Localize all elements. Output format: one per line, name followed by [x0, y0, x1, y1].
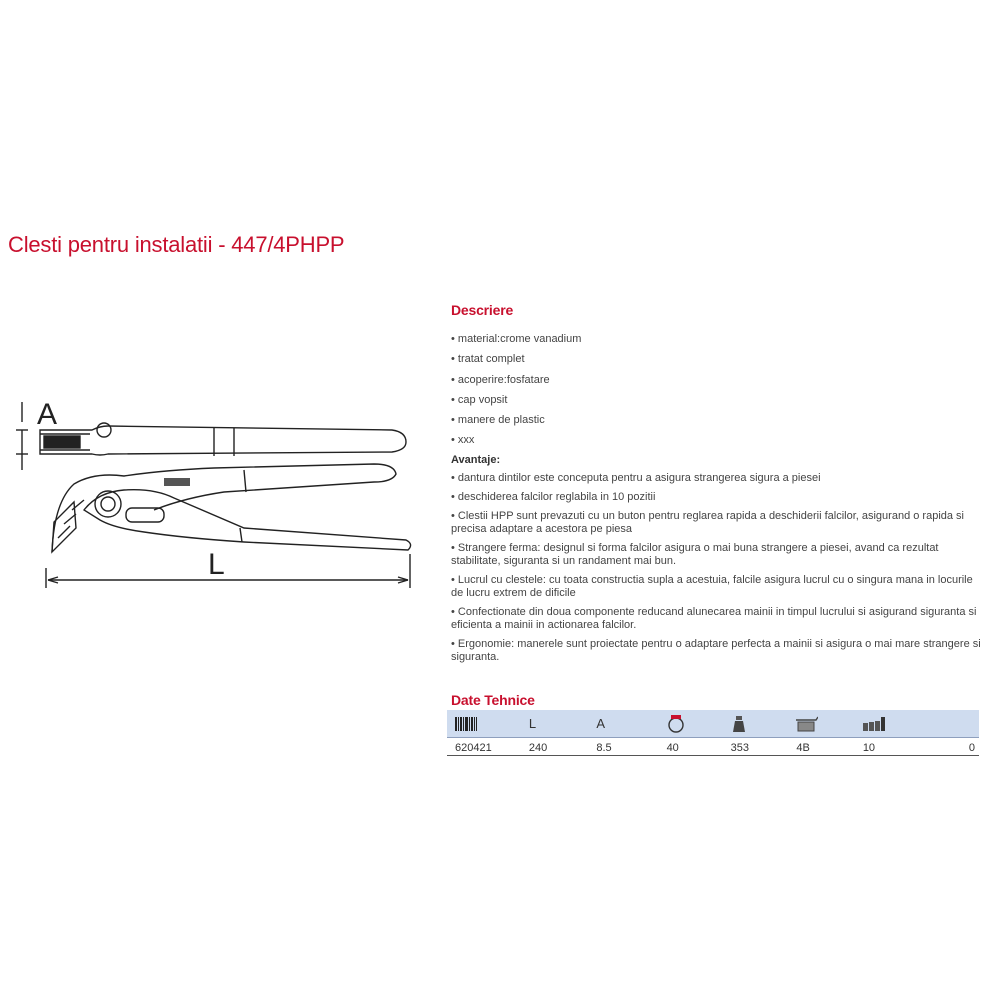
- list-item: • Lucrul cu clestele: cu toata constructia supla a acestuia, falcile asigura lucrul cu o singura mana in locurile de lucru extrem de dificile: [451, 574, 973, 599]
- table-cell: 353: [723, 738, 789, 756]
- technical-heading: Date Tehnice: [451, 692, 535, 708]
- list-item: • Clestii HPP sunt prevazuti cu un buton pentru reglarea rapida a deschiderii falcilor, asigurand o rapida si precisa adaptare a acestora pe piesa: [451, 510, 964, 535]
- quantity-column: [855, 710, 921, 738]
- technical-table: [447, 710, 979, 756]
- packaging-column: [788, 710, 854, 738]
- a-column: A: [588, 710, 658, 738]
- page-title: Clesti pentru instalatii - 447/4PHPP: [8, 232, 345, 257]
- dimension-a-label: A: [37, 398, 58, 431]
- list-item: • Confectionate din doua componente reducand alunecarea mainii in timpul lucrului si asigurand siguranta si eficienta a mainii in actionarea falcilor.: [451, 606, 977, 631]
- list-item: • Strangere ferma: designul si forma falcilor asigura o mai buna strangere a piesei, avand ca rezultat stabilitate, siguranta si un randament mai bun.: [451, 542, 939, 567]
- advantages-list: [451, 472, 981, 670]
- table-cell: 0: [921, 738, 979, 756]
- weight-icon: [731, 716, 747, 732]
- packaging-icon: [796, 716, 818, 732]
- table-cell: 40: [659, 738, 723, 756]
- description-heading: Descriere: [451, 302, 514, 318]
- description-list: [451, 333, 581, 455]
- list-item: • cap vopsit: [451, 393, 508, 406]
- table-row: [447, 738, 979, 756]
- empty-column: [921, 710, 979, 738]
- weight-column: [723, 710, 789, 738]
- table-cell: 240: [521, 738, 588, 756]
- table-cell: 4B: [788, 738, 854, 756]
- quantity-icon: [863, 717, 885, 731]
- list-item: • dantura dintilor este conceputa pentru a asigura strangerea sigura a piesei: [451, 472, 821, 484]
- list-item: • Ergonomie: manerele sunt proiectate pentru o adaptare perfecta a mainii si asigura o mai mare strangere si siguranta.: [451, 638, 981, 663]
- list-item: • deschiderea falcilor reglabila in 10 pozitii: [451, 491, 656, 503]
- list-item: • manere de plastic: [451, 414, 545, 427]
- dimension-l-label: L: [208, 548, 225, 581]
- list-item: • material:crome vanadium: [451, 333, 582, 345]
- length-column: L: [521, 710, 588, 738]
- list-item: • xxx: [451, 434, 475, 447]
- table-header-row: [447, 710, 979, 738]
- list-item: • acoperire:fosfatare: [451, 373, 550, 386]
- barcode-icon: [455, 717, 477, 731]
- diameter-column: [659, 710, 723, 738]
- barcode-column: [447, 710, 521, 738]
- table-cell: 620421: [447, 738, 521, 756]
- list-item: • tratat complet: [451, 353, 525, 366]
- advantages-heading: Avantaje:: [451, 454, 501, 466]
- pipe-diameter-icon: [667, 715, 685, 733]
- table-cell: 10: [855, 738, 921, 756]
- table-cell: 8.5: [588, 738, 658, 756]
